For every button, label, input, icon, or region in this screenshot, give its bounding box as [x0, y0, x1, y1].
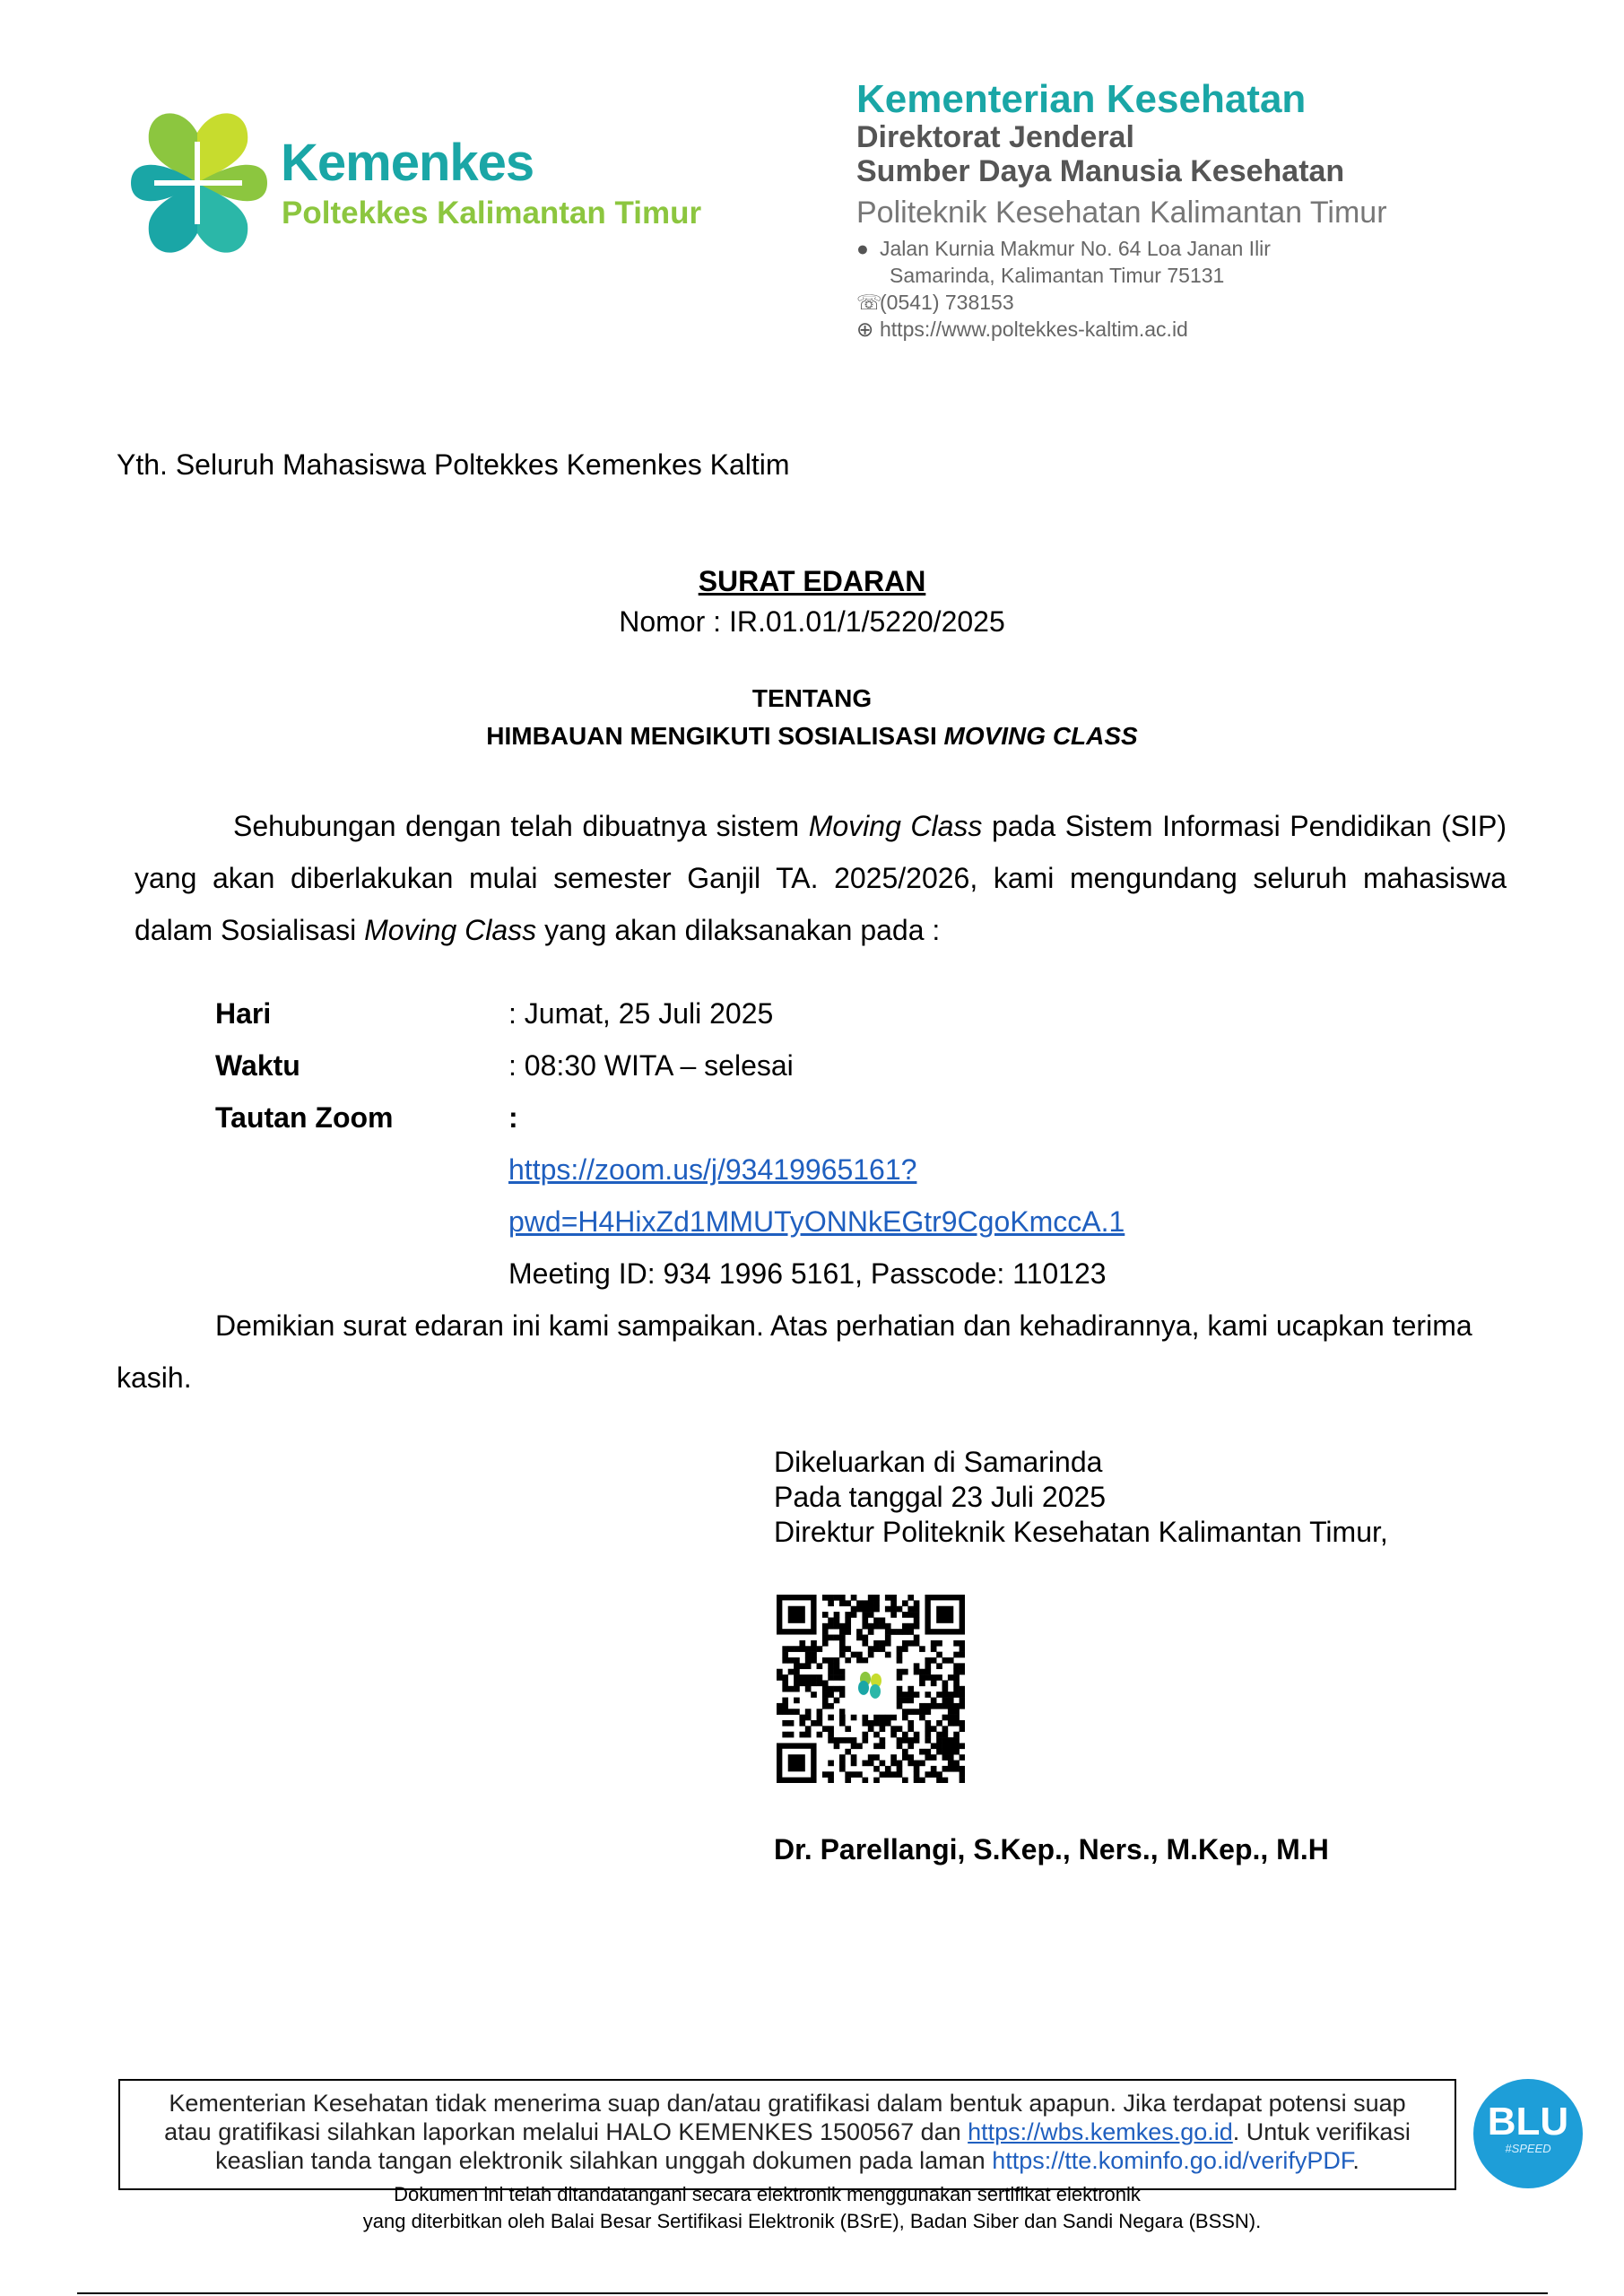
footer-line-2-a: atau gratifikasi silahkan laporkan melalui HALO KEMENKES 1500567 dan — [164, 2118, 968, 2145]
footer-line-2-b: . Untuk verifikasi — [1232, 2118, 1411, 2145]
phone-icon: ☏ — [856, 291, 882, 314]
letter-number: Nomor : IR.01.01/1/5220/2025 — [619, 605, 1005, 638]
globe-icon: ⊕ — [856, 317, 874, 341]
para1-italic-1: Moving Class — [808, 810, 983, 842]
closing-line-1: Demikian surat edaran ini kami sampaikan. Atas perhatian dan kehadirannya, kami ucapkan terima — [215, 1309, 1472, 1342]
footer-line-1: Kementerian Kesehatan tidak menerima suap dan/atau gratifikasi dalam bentuk apapun. Jika terdapat potensi suap — [169, 2090, 1406, 2117]
subject-prefix: HIMBAUAN MENGIKUTI SOSIALISASI — [486, 722, 944, 750]
footer-line-3 — [118, 2147, 1456, 2175]
para1-b: pada Sistem Informasi Pendidikan (SIP) yang akan diberlakukan mulai semester Ganjil TA. 2025/2026, kami mengundang seluruh mahasiswa dalam Sosialisasi — [135, 810, 1507, 946]
website-text[interactable]: https://www.poltekkes-kaltim.ac.id — [880, 317, 1188, 341]
issued-place: Dikeluarkan di Samarinda — [774, 1446, 1103, 1478]
time-value: : 08:30 WITA – selesai — [508, 1049, 794, 1082]
paragraph-intro — [135, 800, 1507, 956]
letter-title: SURAT EDARAN — [698, 565, 926, 597]
zoom-colon: : — [508, 1101, 518, 1134]
esign-line-2: yang diterbitkan oleh Balai Besar Sertifikasi Elektronik (BSrE), Badan Siber dan Sandi Negara (BSSN). — [362, 2210, 1262, 2232]
meeting-info: Meeting ID: 934 1996 5161, Passcode: 110123 — [508, 1257, 1107, 1290]
blu-badge-sub: #SPEED — [1505, 2142, 1551, 2155]
logo-title: Kemenkes — [281, 134, 534, 192]
issued-date: Pada tanggal 23 Juli 2025 — [774, 1481, 1107, 1513]
ministry-name: Kementerian Kesehatan — [856, 77, 1307, 121]
location-pin-icon: ● — [856, 237, 869, 260]
subject — [0, 722, 1624, 751]
wbs-link[interactable]: https://wbs.kemkes.go.id — [968, 2118, 1233, 2145]
esign-line-1: Dokumen ini telah ditandatangani secara elektronik menggunakan sertifikat elektronik — [394, 2183, 1141, 2205]
time-label: Waktu — [215, 1049, 300, 1082]
para1-a: Sehubungan dengan telah dibuatnya sistem — [233, 810, 809, 842]
logo-subtitle: Poltekkes Kalimantan Timur — [282, 196, 702, 230]
kemenkes-logo-icon — [127, 106, 271, 260]
address-line-1 — [856, 237, 1271, 261]
footer-line-3-b: . — [1352, 2147, 1359, 2174]
signature-qr-code-icon — [777, 1595, 965, 1783]
subject-italic: MOVING CLASS — [943, 722, 1138, 750]
closing-line-2: kasih. — [117, 1361, 192, 1394]
school-name: Politeknik Kesehatan Kalimantan Timur — [856, 196, 1387, 230]
signer-name: Dr. Parellangi, S.Kep., Ners., M.Kep., M.H — [774, 1833, 1329, 1866]
website-line — [856, 317, 1188, 342]
day-label: Hari — [215, 997, 272, 1030]
footer-line-2 — [118, 2118, 1456, 2146]
phone-line — [856, 291, 1014, 315]
verify-pdf-link[interactable]: https://tte.kominfo.go.id/verifyPDF — [992, 2147, 1353, 2174]
blu-badge-text: BLU — [1487, 2100, 1569, 2144]
para1-italic-2: Moving Class — [364, 914, 537, 946]
recipient: Yth. Seluruh Mahasiswa Poltekkes Kemenkes Kaltim — [117, 448, 790, 481]
footer-line-3-a: keaslian tanda tangan elektronik silahkan unggah dokumen pada laman — [215, 2147, 993, 2174]
letter-title-row — [0, 565, 1624, 598]
zoom-link-line-2[interactable]: pwd=H4HixZd1MMUTyONNkEGtr9CgoKmccA.1 — [508, 1205, 1125, 1238]
address-text-1: Jalan Kurnia Makmur No. 64 Loa Janan Ilir — [880, 237, 1271, 260]
day-value: : Jumat, 25 Juli 2025 — [508, 997, 774, 1030]
signer-title: Direktur Politeknik Kesehatan Kalimantan Timur, — [774, 1516, 1388, 1548]
bottom-rule — [77, 2292, 1548, 2294]
para1-c: yang akan dilaksanakan pada : — [536, 914, 941, 946]
directorate-line-1: Direktorat Jenderal — [856, 120, 1134, 154]
blu-badge-icon — [1473, 2079, 1583, 2188]
about-label: TENTANG — [751, 684, 873, 712]
zoom-label: Tautan Zoom — [215, 1101, 394, 1134]
address-line-2: Samarinda, Kalimantan Timur 75131 — [890, 264, 1225, 287]
zoom-link-line-1[interactable]: https://zoom.us/j/93419965161? — [508, 1153, 917, 1186]
phone-text: (0541) 738153 — [880, 291, 1014, 314]
directorate-line-2: Sumber Daya Manusia Kesehatan — [856, 154, 1345, 188]
